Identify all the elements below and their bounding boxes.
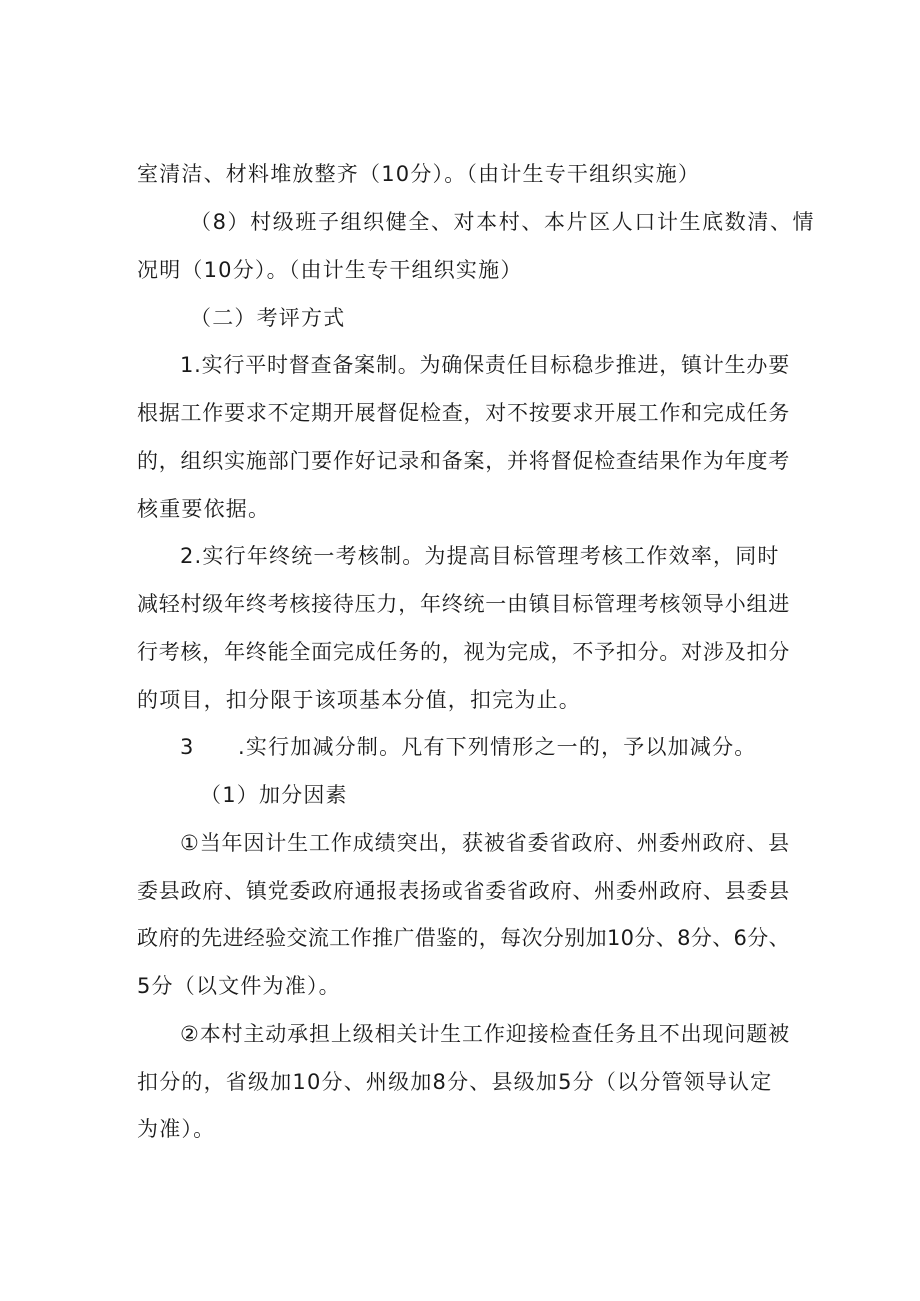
paragraph-line: 的，组织实施部门要作好记录和备案，并将督促检查结果作为年度考 xyxy=(137,449,790,473)
paragraph-line: 况明（10分）。（由计生专干组织实施） xyxy=(137,258,523,282)
paragraph-line: 减轻村级年终考核接待压力，年终统一由镇目标管理考核领导小组进 xyxy=(137,592,790,616)
paragraph-line: 1.实行平时督查备案制。为确保责任目标稳步推进，镇计生办要 xyxy=(180,353,790,377)
section-heading: （二）考评方式 xyxy=(190,306,346,330)
paragraph-line: .实行加减分制。凡有下列情形之一的，予以加减分。 xyxy=(238,735,757,759)
paragraph-line: 为准）。 xyxy=(137,1117,216,1141)
justified-text: （8）村级班子组织健全、对本村、本片区人口计生底数清、情 xyxy=(190,210,816,234)
paragraph-line xyxy=(190,207,816,237)
paragraph-line: ①当年因计生工作成绩突出，获被省委省政府、州委州政府、县 xyxy=(180,831,790,855)
section-heading: （1）加分因素 xyxy=(200,783,348,807)
paragraph-line: 根据工作要求不定期开展督促检查，对不按要求开展工作和完成任务 xyxy=(137,401,790,425)
paragraph-line: 行考核，年终能全面完成任务的，视为完成，不予扣分。对涉及扣分 xyxy=(137,640,790,664)
paragraph-line: 5分（以文件为准）。 xyxy=(137,974,341,998)
paragraph-line: 室清洁、材料堆放整齐（10分）。（由计生专干组织实施） xyxy=(137,162,701,186)
paragraph-line: ②本村主动承担上级相关计生工作迎接检查任务且不出现问题被 xyxy=(180,1022,790,1046)
paragraph-line: 委县政府、镇党委政府通报表扬或省委省政府、州委州政府、县委县 xyxy=(137,879,790,903)
paragraph-line: 扣分的，省级加10分、州级加8分、县级加5分（以分管领导认定 xyxy=(137,1070,773,1094)
paragraph-line: 政府的先进经验交流工作推广借鉴的，每次分别加10分、8分、6分、 xyxy=(137,926,790,950)
paragraph-line: 的项目，扣分限于该项基本分值，扣完为止。 xyxy=(137,688,581,712)
paragraph-line: 2.实行年终统一考核制。为提高目标管理考核工作效率，同时 xyxy=(180,544,780,568)
item-number: 3 xyxy=(180,735,195,759)
paragraph-line: 核重要依据。 xyxy=(137,497,271,521)
